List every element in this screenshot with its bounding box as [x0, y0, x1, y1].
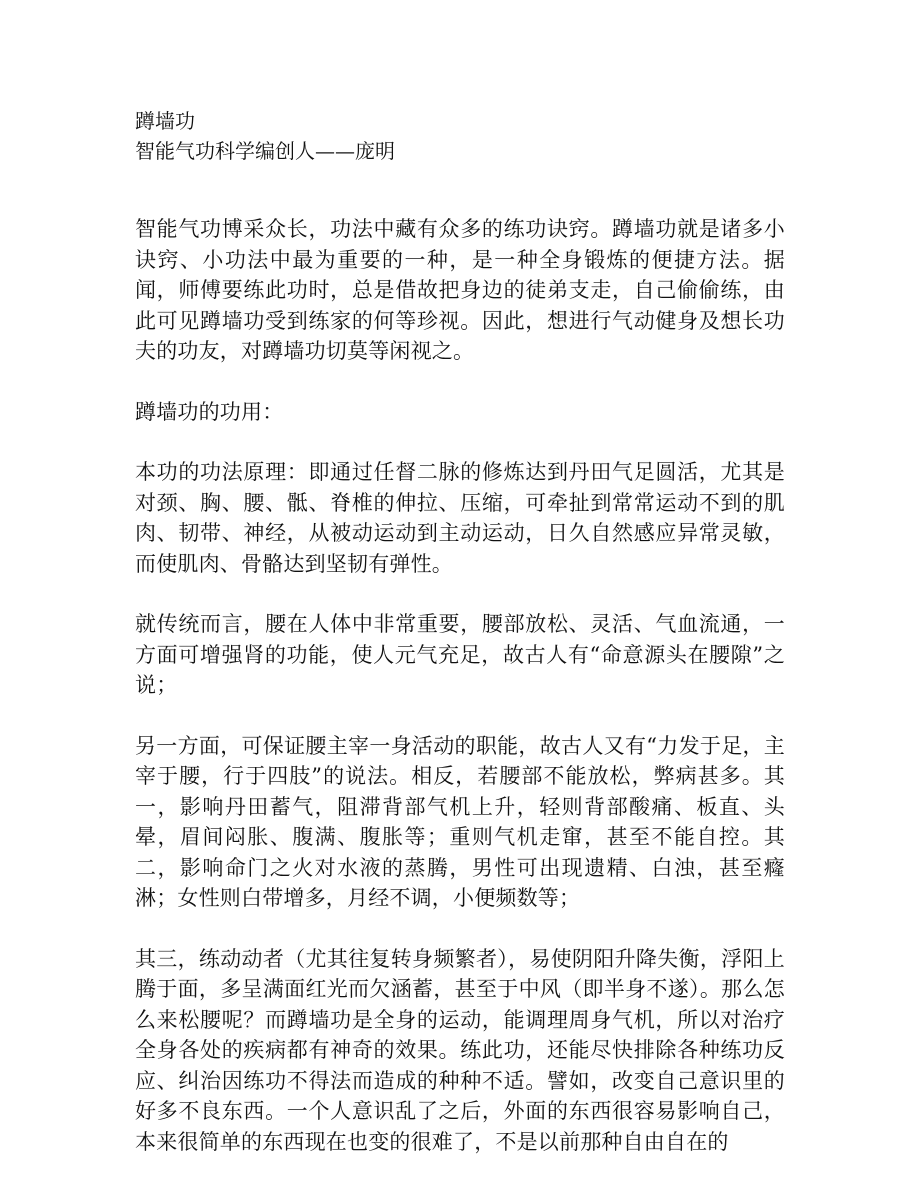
- paragraph-intro: 智能气功博采众长，功法中藏有众多的练功诀窍。蹲墙功就是诸多小诀窍、小功法中最为重要的一种，是一种全身锻炼的便捷方法。据闻，师傅要练此功时，总是借故把身边的徒弟支走，自己偷偷练，由此可见蹲墙功受到练家的何等珍视。因此，想进行气动健身及想长功夫的功友，对蹲墙功切莫等闲视之。: [135, 217, 785, 363]
- paragraph-third-point: 其三，练动动者（尤其往复转身频繁者），易使阴阳升降失衡，浮阳上腾于面，多呈满面红光而欠涵蓄，甚至于中风（即半身不遂）。那么怎么来松腰呢？而蹲墙功是全身的运动，能调理周身气机，所以对治疗全身各处的疾病都有神奇的效果。练此功，还能尽快排除各种练功反应、纠治因练功不得法而造成的种种不适。譬如，改变自己意识里的好多不良东西。一个人意识乱了之后，外面的东西很容易影响自己，本来很简单的东西现在也变的很难了，不是以前那种自由自在的: [135, 946, 785, 1154]
- document-subtitle: 智能气功科学编创人——庞明: [135, 139, 395, 163]
- paragraph-waist-tradition: 就传统而言，腰在人体中非常重要，腰部放松、灵活、气血流通，一方面可增强肾的功能，使人元气充足，故古人有“命意源头在腰隙”之说；: [135, 612, 785, 697]
- document-body: [135, 214, 785, 1157]
- paragraph-waist-function: 另一方面，可保证腰主宰一身活动的职能，故古人又有“力发于足，主宰于腰，行于四肢”的说法。相反，若腰部不能放松，弊病甚多。其一，影响丹田蓄气，阻滞背部气机上升，轻则背部酸痛、板直、头晕，眉间闷胀、腹满、腹胀等；重则气机走窜，甚至不能自控。其二，影响命门之火对水液的蒸腾，男性可出现遗精、白浊，甚至癃淋；女性则白带增多，月经不调，小便频数等；: [135, 733, 785, 910]
- paragraph-principle: 本功的功法原理：即通过任督二脉的修炼达到丹田气足圆活，尤其是对颈、胸、腰、骶、脊椎的伸拉、压缩，可牵扯到常常运动不到的肌肉、韧带、神经，从被动运动到主动运动，日久自然感应异常灵敏，而使肌肉、骨骼达到坚韧有弹性。: [135, 460, 785, 576]
- section-heading-function: 蹲墙功的功用：: [135, 399, 284, 424]
- document-page: [135, 106, 785, 1187]
- title-block: [135, 106, 785, 166]
- document-title: 蹲墙功: [135, 109, 195, 133]
